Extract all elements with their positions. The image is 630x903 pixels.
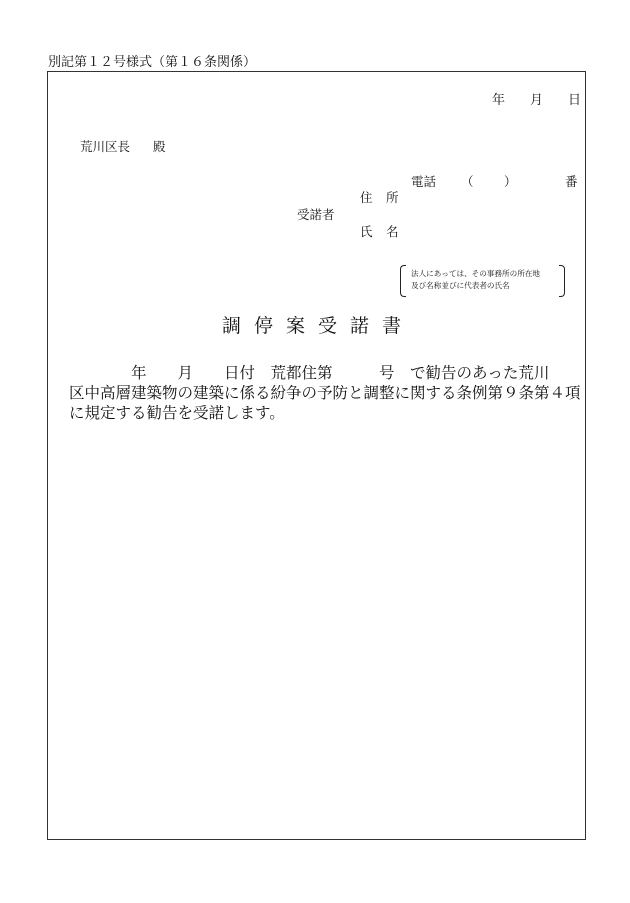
date-year-label: 年 <box>492 93 506 108</box>
name-label-char-1: 氏 <box>360 224 373 239</box>
document-title: 調停案受諾書 <box>222 315 415 337</box>
body-line-1: 年 月 日付 荒都住第 号 で勧告のあった荒川 <box>69 364 550 382</box>
address-label-char-2: 所 <box>386 190 399 205</box>
applicant-role-label: 受諾者 <box>297 207 335 222</box>
body-line-2: 区中高層建築物の建築に係る紛争の予防と調整に関する条例第９条第４項 <box>69 384 581 402</box>
corporate-note-line-1: 法人にあっては、その事務所の所在地 <box>411 269 541 278</box>
corporate-note <box>400 265 565 297</box>
right-bracket <box>559 265 565 297</box>
date-day-label: 日 <box>568 93 582 108</box>
left-bracket <box>400 265 406 297</box>
phone-close-paren: ） <box>504 174 517 189</box>
date-month-label: 月 <box>530 93 544 108</box>
name-label-char-2: 名 <box>386 224 399 239</box>
body-line-3: に規定する勧告を受諾します。 <box>69 404 285 422</box>
corporate-note-line-2: 及び名称並びに代表者の氏名 <box>411 281 510 290</box>
phone-label: 電話 <box>411 174 437 189</box>
addressee-honorific: 殿 <box>153 139 166 154</box>
body-text <box>69 363 581 423</box>
phone-open-paren: （ <box>461 174 474 189</box>
form-number-label: 別記第１２号様式（第１６条関係） <box>48 55 257 70</box>
phone-suffix: 番 <box>565 174 578 189</box>
address-label-char-1: 住 <box>360 190 373 205</box>
corporate-note-text <box>411 268 540 292</box>
addressee-name: 荒川区長 <box>80 139 131 154</box>
